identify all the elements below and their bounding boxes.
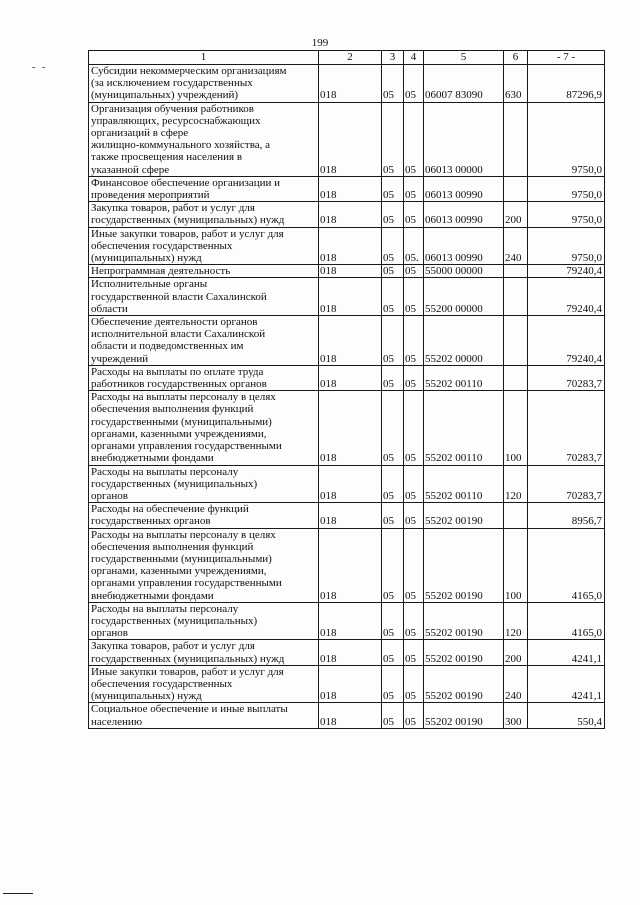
target-article-code: 55202 00110 [424, 465, 504, 503]
amount-value: 70283,7 [528, 465, 605, 503]
row-description: Расходы на выплаты персоналу государственных (муниципальных) органов [89, 602, 319, 640]
expense-type-code [504, 265, 528, 278]
section-code: 05 [382, 528, 404, 602]
section-code: 05 [382, 65, 404, 103]
admin-code: 018 [319, 665, 382, 703]
section-code: 05 [382, 102, 404, 176]
target-article-code: 55202 00110 [424, 365, 504, 390]
column-header: 4 [404, 51, 424, 65]
admin-code: 018 [319, 202, 382, 227]
table-row [89, 640, 605, 665]
amount-value: 550,4 [528, 703, 605, 728]
table-row [89, 602, 605, 640]
target-article-code: 55202 00190 [424, 602, 504, 640]
expense-type-code [504, 365, 528, 390]
section-code: 05 [382, 640, 404, 665]
amount-value: 4165,0 [528, 602, 605, 640]
section-code: 05 [382, 503, 404, 528]
target-article-code: 55200 00000 [424, 278, 504, 316]
amount-value: 8956,7 [528, 503, 605, 528]
expense-type-code: 200 [504, 202, 528, 227]
column-header: 5 [424, 51, 504, 65]
section-code: 05 [382, 602, 404, 640]
expense-type-code: 120 [504, 465, 528, 503]
table-row [89, 316, 605, 366]
admin-code: 018 [319, 602, 382, 640]
page-number: 199 [311, 37, 329, 49]
row-description: Непрограммная деятельность [89, 265, 319, 278]
admin-code: 018 [319, 65, 382, 103]
amount-value: 79240,4 [528, 278, 605, 316]
row-description: Исполнительные органы государственной власти Сахалинской области [89, 278, 319, 316]
target-article-code: 55202 00110 [424, 391, 504, 465]
amount-value: 87296,9 [528, 65, 605, 103]
section-code: 05 [382, 703, 404, 728]
amount-value: 9750,0 [528, 202, 605, 227]
row-description: Субсидии некоммерческим организациям (за исключением государственных (муниципальных) учреждений) [89, 65, 319, 103]
row-description: Расходы на выплаты по оплате труда работников государственных органов [89, 365, 319, 390]
admin-code: 018 [319, 391, 382, 465]
column-header: 2 [319, 51, 382, 65]
table-row [89, 665, 605, 703]
admin-code: 018 [319, 365, 382, 390]
section-code: 05 [382, 265, 404, 278]
expense-type-code [504, 102, 528, 176]
admin-code: 018 [319, 102, 382, 176]
subsection-code: 05 [404, 503, 424, 528]
target-article-code: 55202 00190 [424, 528, 504, 602]
target-article-code: 55202 00190 [424, 503, 504, 528]
table-row [89, 227, 605, 265]
column-header: 1 [89, 51, 319, 65]
subsection-code: 05 [404, 602, 424, 640]
subsection-code: 05 [404, 316, 424, 366]
expense-type-code [504, 503, 528, 528]
expense-type-code: 630 [504, 65, 528, 103]
section-code: 05 [382, 227, 404, 265]
row-description: Закупка товаров, работ и услуг для государственных (муниципальных) нужд [89, 640, 319, 665]
amount-value: 70283,7 [528, 391, 605, 465]
subsection-code: 05 [404, 465, 424, 503]
table-row [89, 703, 605, 728]
table-row [89, 265, 605, 278]
expense-type-code [504, 176, 528, 201]
column-header: 6 [504, 51, 528, 65]
row-description: Иные закупки товаров, работ и услуг для обеспечения государственных (муниципальных) нужд [89, 227, 319, 265]
bottom-margin-line [3, 893, 33, 894]
amount-value: 4241,1 [528, 640, 605, 665]
subsection-code: 05 [404, 278, 424, 316]
expense-type-code: 240 [504, 665, 528, 703]
subsection-code: 05 [404, 528, 424, 602]
section-code: 05 [382, 465, 404, 503]
column-header: 3 [382, 51, 404, 65]
row-description: Расходы на выплаты персоналу в целях обеспечения выполнения функций государственными (муниципальными) органами, казенными учреждениями, органами управления государственными внебюджетными фондами [89, 391, 319, 465]
margin-mark: - - [32, 62, 48, 73]
admin-code: 018 [319, 265, 382, 278]
expense-type-code: 100 [504, 391, 528, 465]
table-header-row [89, 51, 605, 65]
table-row [89, 465, 605, 503]
section-code: 05 [382, 202, 404, 227]
row-description: Финансовое обеспечение организации и проведения мероприятий [89, 176, 319, 201]
admin-code: 018 [319, 703, 382, 728]
subsection-code: 05 [404, 176, 424, 201]
section-code: 05 [382, 391, 404, 465]
subsection-code: 05 [404, 640, 424, 665]
target-article-code: 55000 00000 [424, 265, 504, 278]
section-code: 05 [382, 316, 404, 366]
row-description: Иные закупки товаров, работ и услуг для обеспечения государственных (муниципальных) нужд [89, 665, 319, 703]
target-article-code: 55202 00190 [424, 640, 504, 665]
expense-type-code: 100 [504, 528, 528, 602]
amount-value: 9750,0 [528, 176, 605, 201]
row-description: Расходы на обеспечение функций государственных органов [89, 503, 319, 528]
row-description: Организация обучения работников управляющих, ресурсоснабжающих организаций в сфере жилищно-коммунального хозяйства, а также просвещения населения в указанной сфере [89, 102, 319, 176]
subsection-code: 05 [404, 65, 424, 103]
amount-value: 79240,4 [528, 316, 605, 366]
target-article-code: 06013 00990 [424, 176, 504, 201]
expense-type-code [504, 278, 528, 316]
admin-code: 018 [319, 227, 382, 265]
row-description: Расходы на выплаты персоналу в целях обеспечения выполнения функций государственными (муниципальными) органами, казенными учреждениями, органами управления государственными внебюджетными фондами [89, 528, 319, 602]
amount-value: 4241,1 [528, 665, 605, 703]
expense-type-code: 120 [504, 602, 528, 640]
admin-code: 018 [319, 176, 382, 201]
section-code: 05 [382, 365, 404, 390]
table-row [89, 102, 605, 176]
expense-type-code: 240 [504, 227, 528, 265]
target-article-code: 55202 00000 [424, 316, 504, 366]
subsection-code: 05 [404, 102, 424, 176]
amount-value: 9750,0 [528, 227, 605, 265]
table-row [89, 503, 605, 528]
admin-code: 018 [319, 640, 382, 665]
table-row [89, 202, 605, 227]
target-article-code: 06013 00000 [424, 102, 504, 176]
table-row [89, 391, 605, 465]
target-article-code: 06013 00990 [424, 227, 504, 265]
table-row [89, 278, 605, 316]
column-header: - 7 - [528, 51, 605, 65]
budget-table [88, 50, 605, 729]
section-code: 05 [382, 278, 404, 316]
expense-type-code: 200 [504, 640, 528, 665]
section-code: 05 [382, 176, 404, 201]
table-row [89, 365, 605, 390]
admin-code: 018 [319, 316, 382, 366]
subsection-code: 05 [404, 202, 424, 227]
subsection-code: 05 [404, 665, 424, 703]
admin-code: 018 [319, 465, 382, 503]
target-article-code: 55202 00190 [424, 703, 504, 728]
row-description: Расходы на выплаты персоналу государственных (муниципальных) органов [89, 465, 319, 503]
table-row [89, 528, 605, 602]
row-description: Обеспечение деятельности органов исполнительной власти Сахалинской области и подведомственных им учреждений [89, 316, 319, 366]
row-description: Социальное обеспечение и иные выплаты населению [89, 703, 319, 728]
target-article-code: 06013 00990 [424, 202, 504, 227]
subsection-code: 05 [404, 703, 424, 728]
subsection-code: 05 [404, 265, 424, 278]
amount-value: 70283,7 [528, 365, 605, 390]
amount-value: 79240,4 [528, 265, 605, 278]
subsection-code: 05. [404, 227, 424, 265]
amount-value: 9750,0 [528, 102, 605, 176]
expense-type-code [504, 316, 528, 366]
subsection-code: 05 [404, 365, 424, 390]
admin-code: 018 [319, 278, 382, 316]
amount-value: 4165,0 [528, 528, 605, 602]
table-row [89, 65, 605, 103]
admin-code: 018 [319, 528, 382, 602]
target-article-code: 55202 00190 [424, 665, 504, 703]
row-description: Закупка товаров, работ и услуг для государственных (муниципальных) нужд [89, 202, 319, 227]
target-article-code: 06007 83090 [424, 65, 504, 103]
subsection-code: 05 [404, 391, 424, 465]
section-code: 05 [382, 665, 404, 703]
table-row [89, 176, 605, 201]
expense-type-code: 300 [504, 703, 528, 728]
admin-code: 018 [319, 503, 382, 528]
